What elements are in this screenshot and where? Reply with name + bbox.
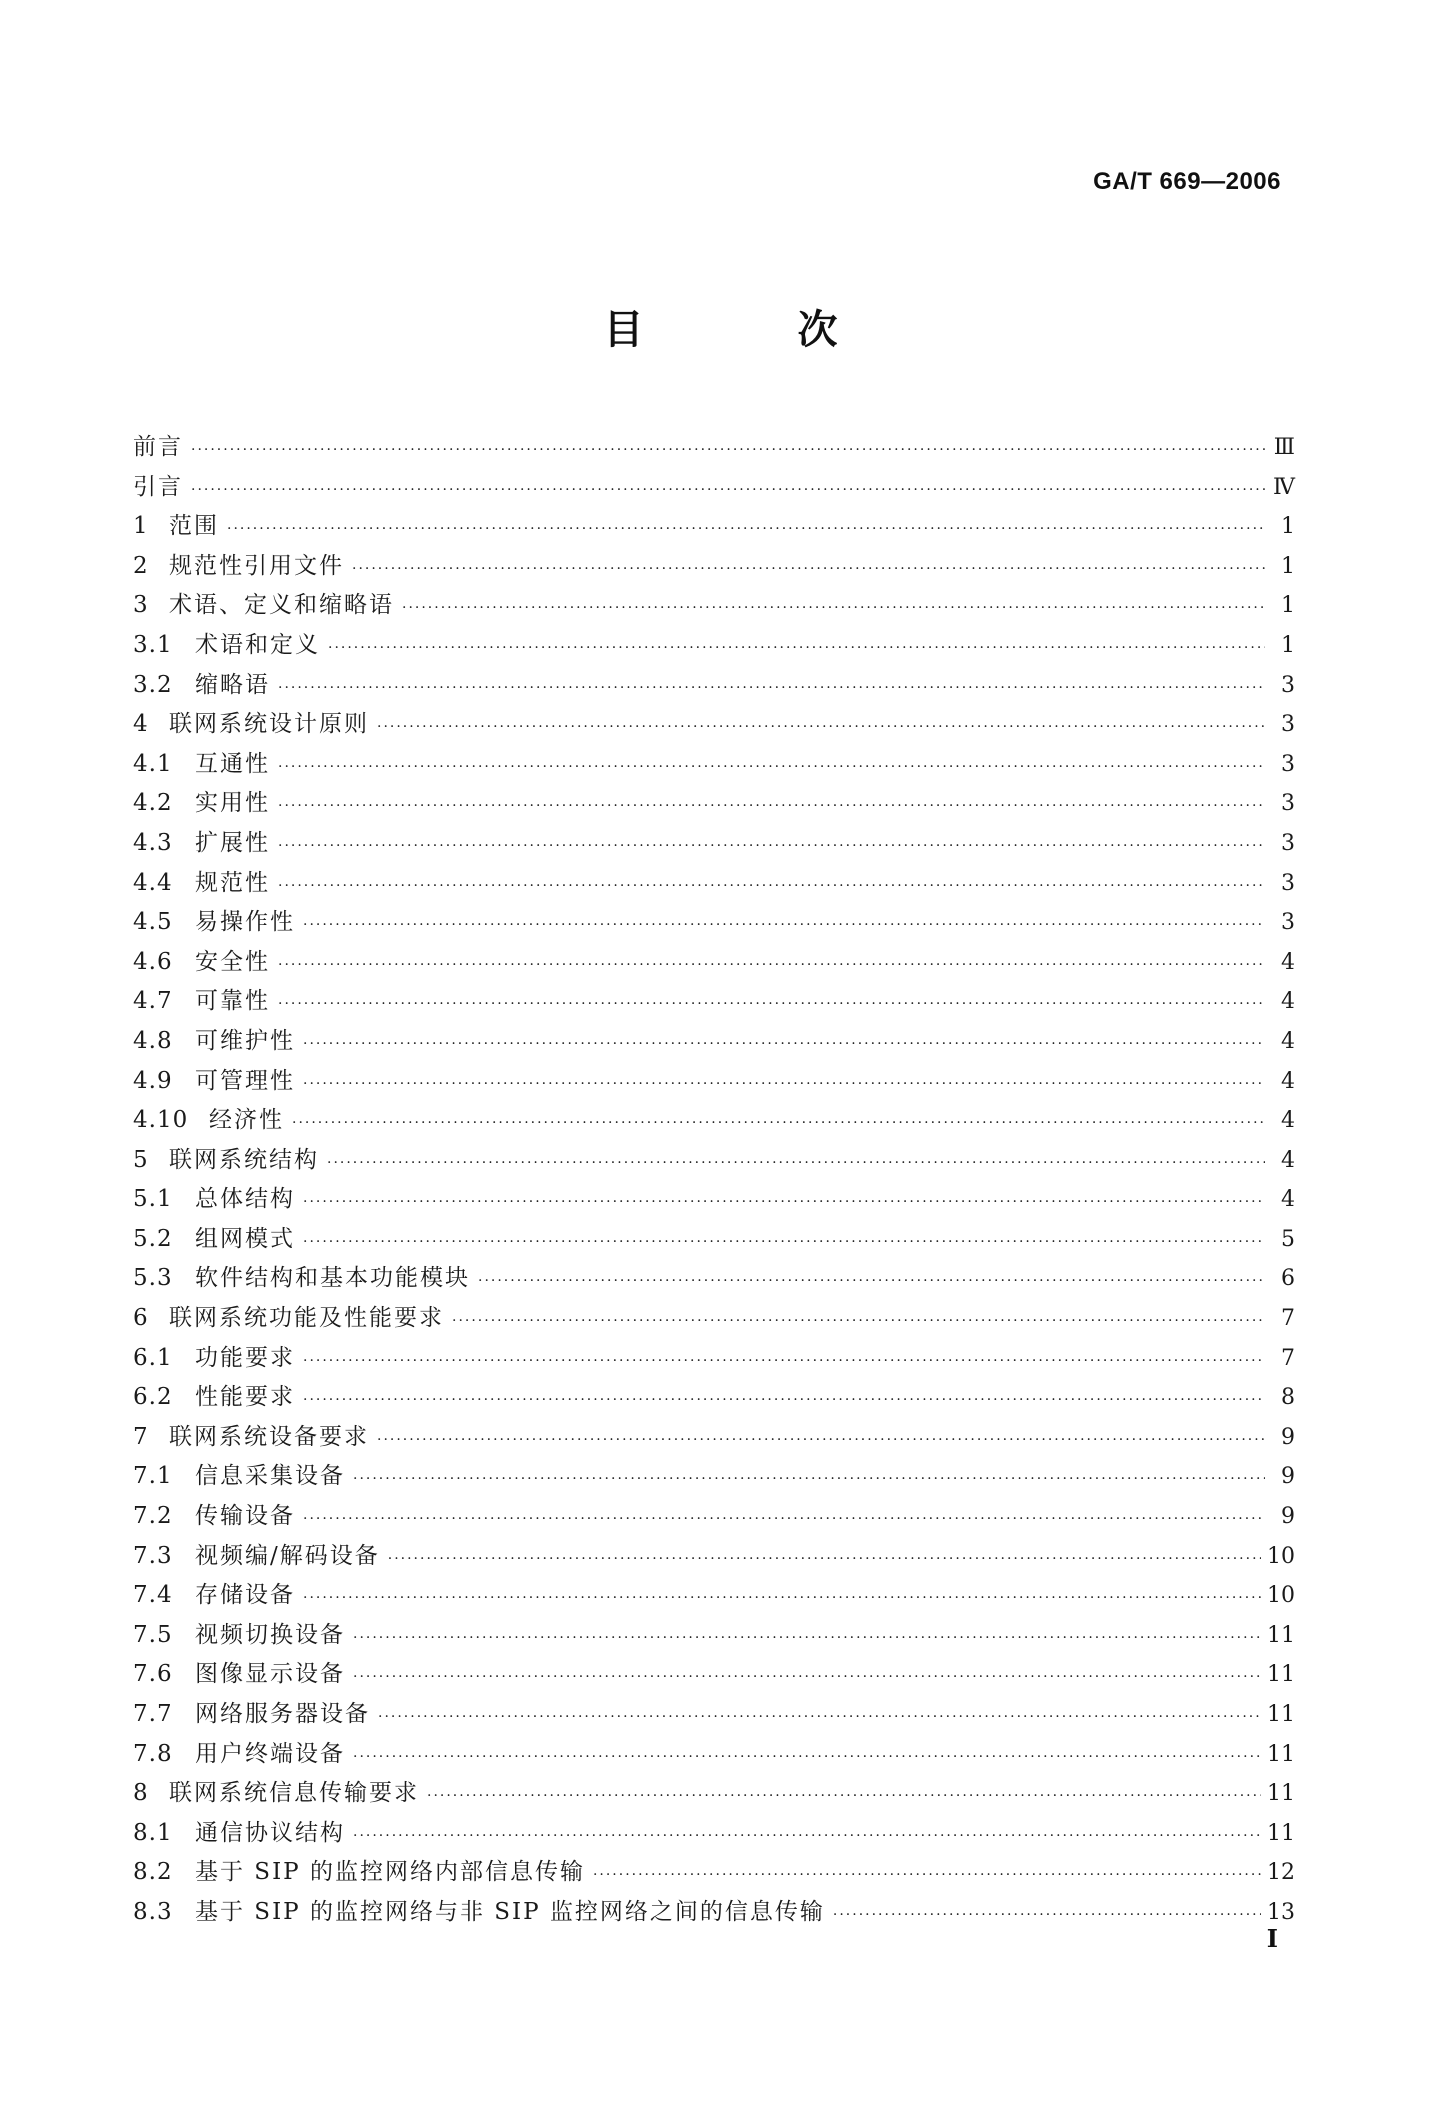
toc-entry-number: 8.3 xyxy=(133,1898,173,1925)
toc-entry-page: 3 xyxy=(1281,751,1295,777)
dot-leader xyxy=(378,1698,1261,1738)
toc-entry-label: 软件结构和基本功能模块 xyxy=(195,1265,470,1292)
toc-entry-label: 通信协议结构 xyxy=(195,1819,345,1846)
toc-entry-number: 8 xyxy=(133,1780,149,1807)
toc-entry-number: 8.2 xyxy=(133,1859,173,1886)
toc-entry-label: 安全性 xyxy=(195,948,270,975)
toc-entry-page: 4 xyxy=(1281,989,1295,1015)
dot-leader xyxy=(303,1381,1265,1421)
toc-entry-page: 13 xyxy=(1267,1899,1295,1925)
toc-entry-label: 可维护性 xyxy=(195,1027,295,1054)
toc-entry-page: 4 xyxy=(1281,1147,1295,1173)
toc-entry-label: 传输设备 xyxy=(195,1503,295,1530)
toc-entry-number: 5.1 xyxy=(133,1186,173,1213)
toc-entry-number: 7.1 xyxy=(133,1463,173,1490)
toc-entry-label: 可管理性 xyxy=(195,1067,295,1094)
toc-entry-number: 4.3 xyxy=(133,829,173,856)
toc-entry-page: 4 xyxy=(1281,949,1295,975)
toc-entry-label: 易操作性 xyxy=(195,909,295,936)
toc-entry-number: 4 xyxy=(133,711,149,738)
dot-leader xyxy=(327,1144,1265,1184)
toc-entry[interactable] xyxy=(133,1022,1295,1062)
toc-entry-number: 7.7 xyxy=(133,1701,173,1727)
toc-entry-number: 5.2 xyxy=(133,1225,173,1252)
toc-entry-number: 7.3 xyxy=(133,1542,173,1569)
toc-entry-label: 联网系统设计原则 xyxy=(169,711,369,738)
toc-entry[interactable] xyxy=(133,547,1295,587)
toc-entry-number: 3.1 xyxy=(133,631,173,658)
toc-entry-number: 7.2 xyxy=(133,1503,173,1530)
toc-entry[interactable] xyxy=(133,1655,1295,1695)
toc-entry-page: 7 xyxy=(1281,1306,1295,1332)
dot-leader xyxy=(353,1738,1261,1778)
toc-entry-number: 4.8 xyxy=(133,1027,173,1054)
toc-entry[interactable] xyxy=(133,507,1295,547)
dot-leader xyxy=(303,1579,1261,1619)
toc-entry-label: 可靠性 xyxy=(195,988,270,1015)
dot-leader xyxy=(278,946,1265,986)
dot-leader xyxy=(303,1183,1265,1223)
toc-entry-label: 缩略语 xyxy=(195,671,270,698)
toc-entry[interactable] xyxy=(133,1418,1295,1458)
toc-entry-label: 引言 xyxy=(133,473,183,500)
toc-entry-number: 6.1 xyxy=(133,1344,173,1371)
toc-entry-page: 4 xyxy=(1281,1028,1295,1054)
toc-entry-label: 实用性 xyxy=(195,790,270,817)
toc-entry-label: 规范性引用文件 xyxy=(169,552,344,579)
dot-leader xyxy=(191,431,1265,471)
dot-leader xyxy=(593,1856,1261,1896)
toc-entry[interactable] xyxy=(133,666,1295,706)
toc-entry-label: 范围 xyxy=(169,513,219,540)
toc-entry-number: 7 xyxy=(133,1423,149,1450)
toc-entry[interactable] xyxy=(133,1378,1295,1418)
dot-leader xyxy=(833,1896,1261,1936)
toc-entry[interactable] xyxy=(133,1537,1295,1577)
toc-entry-number: 4.9 xyxy=(133,1067,173,1094)
dot-leader xyxy=(303,1223,1265,1263)
toc-entry-label: 经济性 xyxy=(209,1107,284,1134)
toc-entry[interactable] xyxy=(133,1735,1295,1775)
toc-entry-number: 6.2 xyxy=(133,1384,173,1411)
toc-entry-label: 网络服务器设备 xyxy=(195,1701,370,1727)
toc-entry[interactable] xyxy=(133,1259,1295,1299)
dot-leader xyxy=(352,550,1265,590)
toc-entry-label: 联网系统功能及性能要求 xyxy=(169,1305,444,1332)
toc-entry-label: 总体结构 xyxy=(195,1186,295,1213)
dot-leader xyxy=(278,748,1265,788)
toc-entry[interactable] xyxy=(133,784,1295,824)
toc-entry-label: 术语和定义 xyxy=(195,631,320,658)
toc-entry[interactable] xyxy=(133,943,1295,983)
toc-entry-label: 组网模式 xyxy=(195,1225,295,1252)
toc-entry-number: 6 xyxy=(133,1305,149,1332)
toc-entry-label: 前言 xyxy=(133,434,183,460)
toc-entry-number: 4.7 xyxy=(133,988,173,1015)
toc-entry-number: 4.6 xyxy=(133,948,173,975)
dot-leader xyxy=(278,787,1265,827)
dot-leader xyxy=(303,906,1265,946)
toc-entry-label: 存储设备 xyxy=(195,1582,295,1609)
dot-leader xyxy=(278,827,1265,867)
toc-entry-page: 11 xyxy=(1267,1741,1295,1767)
dot-leader xyxy=(402,589,1265,629)
toc-entry-label: 基于 SIP 的监控网络与非 SIP 监控网络之间的信息传输 xyxy=(195,1898,825,1925)
toc-entry-page: 9 xyxy=(1281,1504,1295,1530)
toc-entry-page: Ⅲ xyxy=(1273,435,1295,460)
toc-entry-label: 联网系统结构 xyxy=(169,1146,319,1173)
toc-entry-page: 3 xyxy=(1281,830,1295,856)
toc-entry-label: 信息采集设备 xyxy=(195,1463,345,1490)
toc-entry[interactable] xyxy=(133,1853,1295,1893)
dot-leader xyxy=(427,1777,1261,1817)
toc-entry-label: 扩展性 xyxy=(195,829,270,856)
toc-entry-page: 4 xyxy=(1281,1068,1295,1094)
page-folio: I xyxy=(1266,1924,1278,1953)
toc-entry-page: 3 xyxy=(1281,791,1295,817)
toc-entry[interactable] xyxy=(133,626,1295,666)
toc-entry-page: 5 xyxy=(1281,1226,1295,1252)
dot-leader xyxy=(452,1302,1265,1342)
toc-entry[interactable] xyxy=(133,864,1295,904)
standard-code: GA/T 669—2006 xyxy=(1093,168,1281,195)
toc-entry[interactable] xyxy=(133,1101,1295,1141)
toc-entry[interactable] xyxy=(133,982,1295,1022)
toc-entry[interactable] xyxy=(133,1339,1295,1379)
toc-entry-label: 性能要求 xyxy=(195,1384,295,1411)
toc-entry-label: 图像显示设备 xyxy=(195,1661,345,1688)
toc-entry-page: 12 xyxy=(1267,1860,1295,1886)
toc-entry[interactable] xyxy=(133,586,1295,626)
toc-entry-number: 5.3 xyxy=(133,1265,173,1292)
dot-leader xyxy=(227,510,1265,550)
toc-entry-page: Ⅳ xyxy=(1273,474,1295,500)
toc-entry-page: 11 xyxy=(1267,1662,1295,1688)
toc-entry[interactable] xyxy=(133,1457,1295,1497)
toc-entry-number: 2 xyxy=(133,552,149,579)
dot-leader xyxy=(303,1500,1265,1540)
toc-entry-page: 11 xyxy=(1267,1820,1295,1846)
toc-entry[interactable] xyxy=(133,1814,1295,1854)
toc-entry[interactable] xyxy=(133,1616,1295,1656)
toc-entry-label: 功能要求 xyxy=(195,1344,295,1371)
toc-entry-page: 11 xyxy=(1267,1622,1295,1648)
dot-leader xyxy=(292,1104,1265,1144)
toc-entry-page: 1 xyxy=(1281,514,1295,540)
toc-entry-label: 基于 SIP 的监控网络内部信息传输 xyxy=(195,1859,585,1886)
page-title: 目 次 xyxy=(603,306,908,353)
toc-entry-number: 3 xyxy=(133,592,149,619)
toc-entry[interactable] xyxy=(133,824,1295,864)
toc-entry-number: 7.4 xyxy=(133,1582,173,1609)
toc-entry-page: 8 xyxy=(1281,1385,1295,1411)
toc-entry[interactable] xyxy=(133,903,1295,943)
toc-entry-page: 7 xyxy=(1281,1345,1295,1371)
toc-entry-number: 5 xyxy=(133,1146,149,1173)
toc-entry[interactable] xyxy=(133,1220,1295,1260)
toc-entry-page: 9 xyxy=(1281,1424,1295,1450)
table-of-contents xyxy=(133,428,1295,1933)
toc-entry[interactable] xyxy=(133,1141,1295,1181)
toc-entry-page: 3 xyxy=(1281,672,1295,698)
toc-entry-number: 4.4 xyxy=(133,869,173,896)
toc-entry[interactable] xyxy=(133,1774,1295,1814)
toc-entry-label: 联网系统设备要求 xyxy=(169,1423,369,1450)
toc-entry-number: 1 xyxy=(133,513,149,540)
toc-entry-page: 3 xyxy=(1281,910,1295,936)
toc-entry-number: 4.1 xyxy=(133,750,173,777)
dot-leader xyxy=(388,1540,1261,1580)
dot-leader xyxy=(278,867,1265,907)
toc-entry-number: 7.8 xyxy=(133,1740,173,1767)
dot-leader xyxy=(278,669,1265,709)
toc-entry-number: 7.5 xyxy=(133,1621,173,1648)
toc-entry-page: 9 xyxy=(1281,1464,1295,1490)
toc-entry-page: 11 xyxy=(1267,1702,1295,1727)
dot-leader xyxy=(353,1460,1265,1500)
toc-entry-page: 1 xyxy=(1281,553,1295,579)
toc-entry[interactable] xyxy=(133,705,1295,745)
dot-leader xyxy=(478,1262,1265,1302)
toc-entry-number: 4.5 xyxy=(133,909,173,936)
dot-leader xyxy=(191,471,1265,511)
toc-entry-label: 互通性 xyxy=(195,750,270,777)
toc-entry-number: 3.2 xyxy=(133,671,173,698)
toc-entry[interactable] xyxy=(133,1062,1295,1102)
toc-entry[interactable] xyxy=(133,1893,1295,1933)
dot-leader xyxy=(377,1421,1265,1461)
toc-entry-number: 7.6 xyxy=(133,1661,173,1688)
toc-entry-label: 联网系统信息传输要求 xyxy=(169,1780,419,1807)
dot-leader xyxy=(303,1065,1265,1105)
toc-entry-label: 视频编/解码设备 xyxy=(195,1542,380,1569)
toc-entry[interactable] xyxy=(133,428,1295,468)
dot-leader xyxy=(353,1817,1261,1857)
toc-entry-page: 4 xyxy=(1281,1187,1295,1213)
toc-entry-number: 8.1 xyxy=(133,1819,173,1846)
toc-entry-label: 术语、定义和缩略语 xyxy=(169,592,394,619)
toc-entry[interactable] xyxy=(133,1695,1295,1735)
dot-leader xyxy=(353,1658,1261,1698)
toc-entry-number: 4.2 xyxy=(133,790,173,817)
dot-leader xyxy=(303,1025,1265,1065)
toc-entry-page: 1 xyxy=(1281,632,1295,658)
toc-entry[interactable] xyxy=(133,1497,1295,1537)
toc-entry-label: 用户终端设备 xyxy=(195,1740,345,1767)
toc-entry-page: 11 xyxy=(1267,1781,1295,1807)
toc-entry-label: 规范性 xyxy=(195,869,270,896)
toc-entry-page: 10 xyxy=(1267,1583,1295,1609)
toc-entry-label: 视频切换设备 xyxy=(195,1621,345,1648)
toc-entry-number: 4.10 xyxy=(133,1107,189,1134)
toc-entry-page: 3 xyxy=(1281,870,1295,896)
dot-leader xyxy=(303,1342,1265,1382)
toc-entry-page: 3 xyxy=(1281,712,1295,738)
dot-leader xyxy=(353,1619,1261,1659)
dot-leader xyxy=(328,629,1265,669)
toc-entry-page: 4 xyxy=(1281,1108,1295,1134)
toc-entry-page: 1 xyxy=(1281,593,1295,619)
toc-entry-page: 6 xyxy=(1281,1266,1295,1292)
toc-entry[interactable] xyxy=(133,468,1295,508)
toc-entry[interactable] xyxy=(133,745,1295,785)
dot-leader xyxy=(377,708,1265,748)
dot-leader xyxy=(278,985,1265,1025)
toc-entry[interactable] xyxy=(133,1299,1295,1339)
toc-entry[interactable] xyxy=(133,1576,1295,1616)
toc-entry-page: 10 xyxy=(1267,1543,1295,1569)
toc-entry[interactable] xyxy=(133,1180,1295,1220)
